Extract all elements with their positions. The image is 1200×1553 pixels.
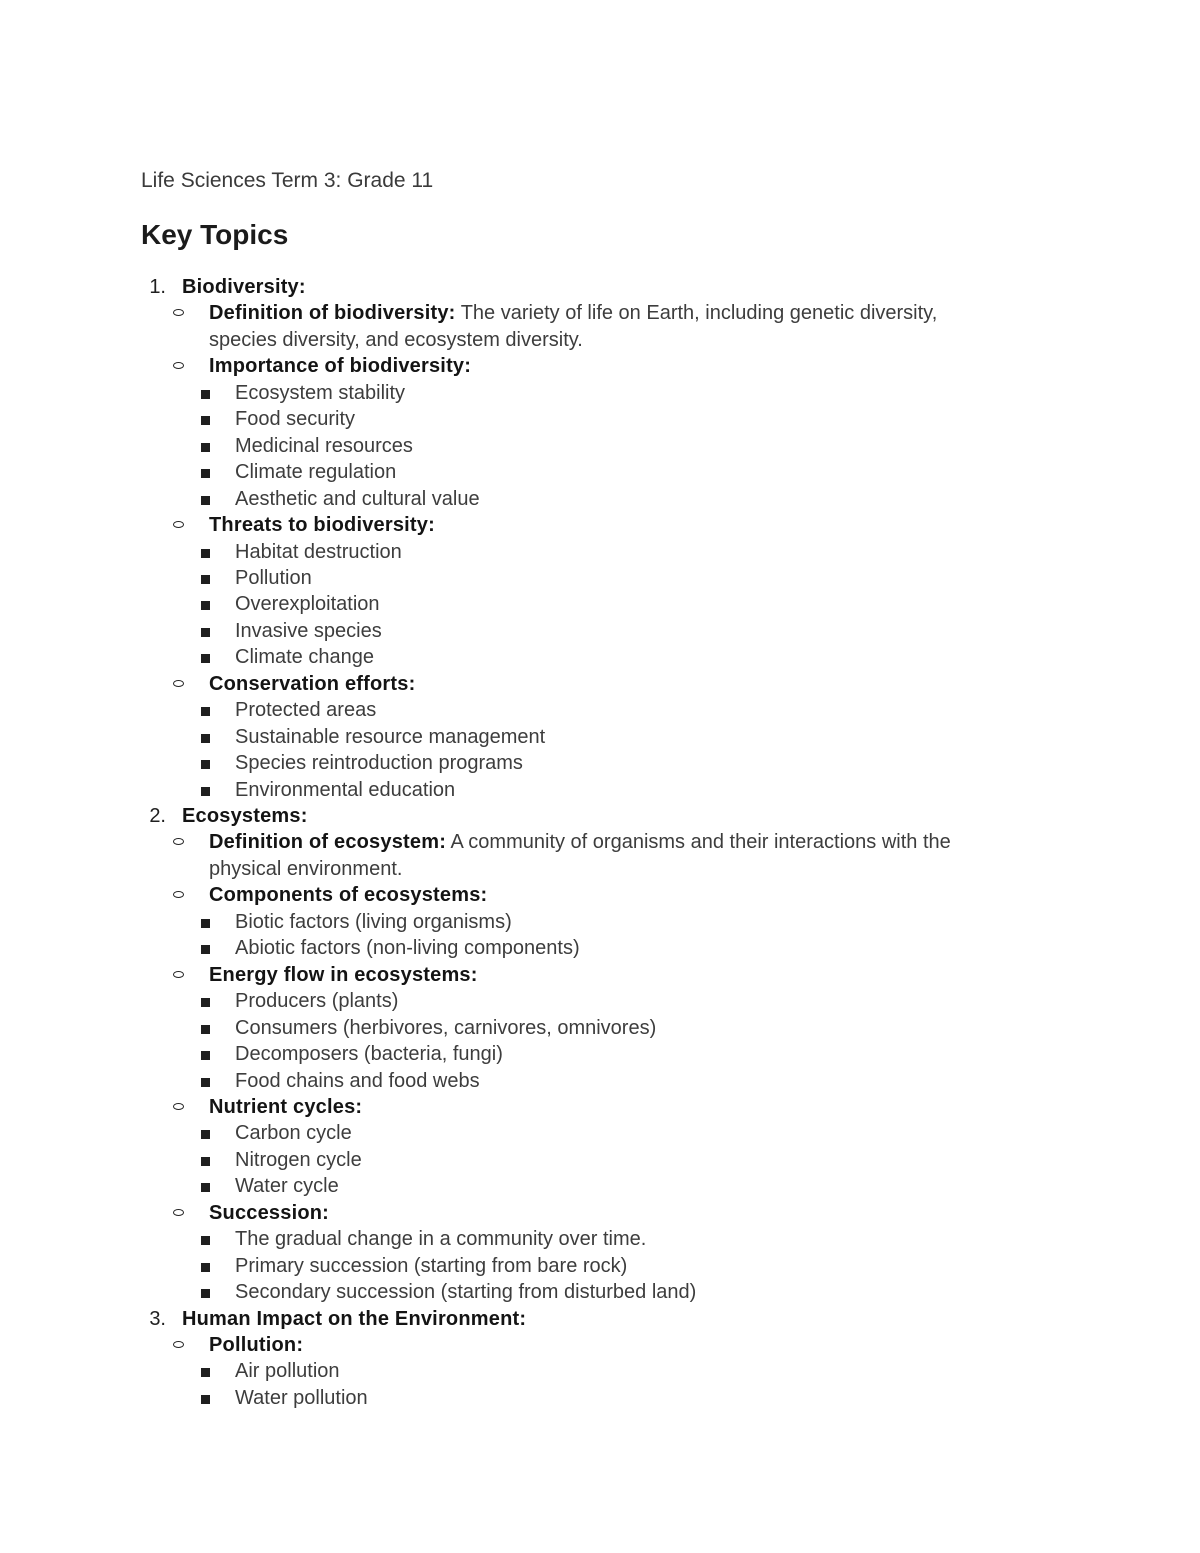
list-item: Water pollution <box>235 1387 368 1409</box>
subtopic-label: Pollution: <box>209 1334 304 1356</box>
square-bullet-icon <box>201 416 210 425</box>
square-bullet-icon <box>201 734 210 743</box>
list-item: Primary succession (starting from bare rock) <box>235 1255 628 1277</box>
subtopic-line <box>209 1332 303 1358</box>
list-item: Abiotic factors (non-living components) <box>235 937 580 959</box>
subtopic-label: Importance of biodiversity: <box>209 355 472 377</box>
subtopic-label: Definition of ecosystem: <box>209 831 447 853</box>
subtopic-text: A community of organisms and their interactions with the <box>446 831 951 853</box>
list-item: Habitat destruction <box>235 541 402 563</box>
list-item: Aesthetic and cultural value <box>235 488 480 510</box>
hollow-bullet-icon <box>173 838 184 845</box>
hollow-bullet-icon <box>173 1103 184 1110</box>
document-heading: Key Topics <box>141 219 289 250</box>
subtopic-line <box>209 300 937 326</box>
list-item: Overexploitation <box>235 593 380 615</box>
square-bullet-icon <box>201 1368 210 1377</box>
list-number: 3. <box>149 1308 166 1330</box>
list-item: Climate change <box>235 646 374 668</box>
subtopic-line <box>209 671 415 697</box>
square-bullet-icon <box>201 1130 210 1139</box>
subtopic-line <box>209 962 478 988</box>
list-item: Nitrogen cycle <box>235 1149 362 1171</box>
subtopic-text: The variety of life on Earth, including genetic diversity, <box>455 302 938 324</box>
subtopic-text-continued: physical environment. <box>209 858 403 880</box>
list-item: Climate regulation <box>235 461 397 483</box>
square-bullet-icon <box>201 1078 210 1087</box>
list-item: Protected areas <box>235 699 377 721</box>
square-bullet-icon <box>201 1025 210 1034</box>
document-subtitle: Life Sciences Term 3: Grade 11 <box>141 169 434 192</box>
section-title: Human Impact on the Environment: <box>182 1308 527 1330</box>
subtopic-line <box>209 829 951 855</box>
square-bullet-icon <box>201 1289 210 1298</box>
hollow-bullet-icon <box>173 362 184 369</box>
list-item: Secondary succession (starting from disturbed land) <box>235 1281 697 1303</box>
list-item: Food security <box>235 408 356 430</box>
square-bullet-icon <box>201 1395 210 1404</box>
square-bullet-icon <box>201 760 210 769</box>
square-bullet-icon <box>201 575 210 584</box>
subtopic-label: Energy flow in ecosystems: <box>209 964 478 986</box>
list-number: 2. <box>149 805 166 827</box>
list-number: 1. <box>149 276 166 298</box>
hollow-bullet-icon <box>173 309 184 316</box>
subtopic-line <box>209 1094 362 1120</box>
square-bullet-icon <box>201 787 210 796</box>
hollow-bullet-icon <box>173 521 184 528</box>
list-item: Producers (plants) <box>235 990 399 1012</box>
list-item: Consumers (herbivores, carnivores, omnivores) <box>235 1017 657 1039</box>
list-item: Carbon cycle <box>235 1122 352 1144</box>
square-bullet-icon <box>201 654 210 663</box>
square-bullet-icon <box>201 1236 210 1245</box>
square-bullet-icon <box>201 1157 210 1166</box>
square-bullet-icon <box>201 443 210 452</box>
list-item: Air pollution <box>235 1360 340 1382</box>
section-title: Ecosystems: <box>182 805 308 827</box>
hollow-bullet-icon <box>173 971 184 978</box>
subtopic-label: Components of ecosystems: <box>209 884 488 906</box>
subtopic-label: Definition of biodiversity: <box>209 302 456 324</box>
list-item: Species reintroduction programs <box>235 752 523 774</box>
square-bullet-icon <box>201 998 210 1007</box>
square-bullet-icon <box>201 390 210 399</box>
square-bullet-icon <box>201 1263 210 1272</box>
square-bullet-icon <box>201 1183 210 1192</box>
square-bullet-icon <box>201 919 210 928</box>
square-bullet-icon <box>201 549 210 558</box>
square-bullet-icon <box>201 707 210 716</box>
square-bullet-icon <box>201 1051 210 1060</box>
square-bullet-icon <box>201 601 210 610</box>
square-bullet-icon <box>201 628 210 637</box>
subtopic-label: Threats to biodiversity: <box>209 514 435 536</box>
list-item: Biotic factors (living organisms) <box>235 911 512 933</box>
list-item: Medicinal resources <box>235 435 413 457</box>
hollow-bullet-icon <box>173 891 184 898</box>
list-item: Sustainable resource management <box>235 726 546 748</box>
subtopic-label: Conservation efforts: <box>209 673 416 695</box>
square-bullet-icon <box>201 469 210 478</box>
square-bullet-icon <box>201 496 210 505</box>
list-item: Ecosystem stability <box>235 382 406 404</box>
list-item: Water cycle <box>235 1175 339 1197</box>
list-item: Decomposers (bacteria, fungi) <box>235 1043 503 1065</box>
section-title: Biodiversity: <box>182 276 306 298</box>
hollow-bullet-icon <box>173 1209 184 1216</box>
subtopic-line <box>209 353 471 379</box>
list-item: Invasive species <box>235 620 382 642</box>
list-item: Environmental education <box>235 779 456 801</box>
subtopic-text-continued: species diversity, and ecosystem diversity. <box>209 329 583 351</box>
list-item: Pollution <box>235 567 312 589</box>
list-item: The gradual change in a community over time. <box>235 1228 647 1250</box>
hollow-bullet-icon <box>173 1341 184 1348</box>
subtopic-line <box>209 882 487 908</box>
list-item: Food chains and food webs <box>235 1070 480 1092</box>
subtopic-line <box>209 512 435 538</box>
subtopic-label: Nutrient cycles: <box>209 1096 363 1118</box>
square-bullet-icon <box>201 945 210 954</box>
subtopic-label: Succession: <box>209 1202 330 1224</box>
subtopic-line <box>209 1200 329 1226</box>
hollow-bullet-icon <box>173 680 184 687</box>
